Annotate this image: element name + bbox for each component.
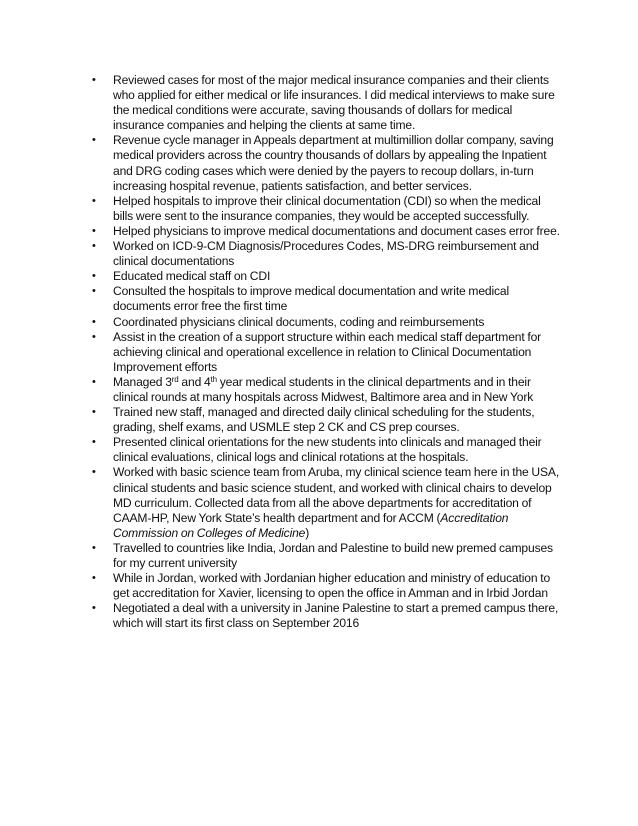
list-item-text: Helped hospitals to improve their clinical documentation (CDI) so when the medical bills were sent to the insurance companies, they would be accepted successfully.: [113, 193, 541, 223]
bullet-icon: •: [92, 602, 96, 615]
list-item-text: Worked on ICD-9-CM Diagnosis/Procedures Codes, MS-DRG reimbursement and clinical documentations: [113, 239, 539, 269]
bullet-icon: •: [92, 194, 96, 207]
list-item: [92, 284, 562, 314]
list-item-text: Assist in the creation of a support structure within each medical staff department for achieving clinical and operational excellence in relation to Clinical Documentation Improvement efforts: [113, 329, 542, 374]
bullet-icon: •: [92, 572, 96, 585]
list-item: [92, 571, 562, 601]
bullet-icon: •: [92, 315, 96, 328]
list-item-text: ): [305, 525, 310, 540]
accreditation-name: Accreditation Commission on Colleges of Medicine: [113, 510, 509, 540]
list-item: [92, 541, 562, 571]
bullet-icon: •: [92, 330, 96, 343]
list-item-text: Trained new staff, managed and directed daily clinical scheduling for the students, grading, shelf exams, and USMLE step 2 CK and CS prep courses.: [113, 405, 535, 435]
list-item: [92, 194, 562, 224]
list-item: [92, 601, 562, 631]
bullet-icon: •: [92, 436, 96, 449]
list-item-text: Worked with basic science team from Aruba, my clinical science team here in the USA, clinical students and basic science student, and worked with clinical chairs to develop MD curriculum. Collected data from all the above departments for accreditation of CAAM-HP, New York State’s health department and for ACCM (: [113, 465, 560, 525]
bullet-icon: •: [92, 541, 96, 554]
list-item-text: Reviewed cases for most of the major medical insurance companies and their clients who applied for either medical or life insurances. I did medical interviews to make sure the medical conditions were accurate, saving thousands of dollars for medical insurance companies and helping the clients at same time.: [113, 73, 555, 133]
list-item-text: Travelled to countries like India, Jordan and Palestine to build new premed campuses for my current university: [113, 540, 553, 570]
list-item-text: Presented clinical orientations for the new students into clinicals and managed their clinical evaluations, clinical logs and clinical rotations at the hospitals.: [113, 435, 542, 465]
experience-bullet-list: [92, 73, 562, 631]
list-item: [92, 239, 562, 269]
list-item: [92, 315, 562, 330]
ordinal-suffix: th: [210, 374, 217, 384]
list-item-text: Consulted the hospitals to improve medical documentation and write medical documents error free the first time: [113, 284, 510, 314]
bullet-icon: •: [92, 466, 96, 479]
list-item-text: Managed 3: [113, 374, 172, 389]
bullet-icon: •: [92, 375, 96, 388]
list-item-text: Negotiated a deal with a university in Janine Palestine to start a premed campus there, which will start its first class on September 2016: [113, 601, 559, 631]
bullet-icon: •: [92, 224, 96, 237]
list-item: [92, 269, 562, 284]
list-item: [92, 465, 562, 540]
list-item-text: year medical students in the clinical departments and in their clinical rounds at many hospitals across Midwest, Baltimore area and in New York: [113, 374, 534, 404]
list-item: [92, 375, 562, 405]
list-item: [92, 435, 562, 465]
bullet-icon: •: [92, 74, 96, 86]
bullet-icon: •: [92, 240, 96, 253]
ordinal-suffix: rd: [171, 374, 179, 384]
list-item-text: Coordinated physicians clinical documents, coding and reimbursements: [113, 314, 485, 329]
list-item: [92, 73, 562, 133]
bullet-icon: •: [92, 406, 96, 419]
list-item-text: Educated medical staff on CDI: [113, 269, 271, 284]
list-item: [92, 224, 562, 239]
bullet-icon: •: [92, 270, 96, 283]
list-item-text: While in Jordan, worked with Jordanian higher education and ministry of education to get accreditation for Xavier, licensing to open the office in Amman and in Irbid Jordan: [113, 571, 551, 601]
list-item-text: Revenue cycle manager in Appeals department at multimillion dollar company, saving medical providers across the country thousands of dollars by appealing the Inpatient and DRG coding cases which were denied by the payers to recoup dollars, in-turn increasing hospital revenue, patients satisfaction, and better services.: [113, 133, 554, 193]
bullet-icon: •: [92, 134, 96, 147]
bullet-icon: •: [92, 285, 96, 298]
list-item: [92, 133, 562, 193]
list-item-text: Helped physicians to improve medical documentations and document cases error free.: [113, 223, 560, 238]
list-item-text: and 4: [178, 374, 211, 389]
list-item: [92, 330, 562, 375]
list-item: [92, 405, 562, 435]
